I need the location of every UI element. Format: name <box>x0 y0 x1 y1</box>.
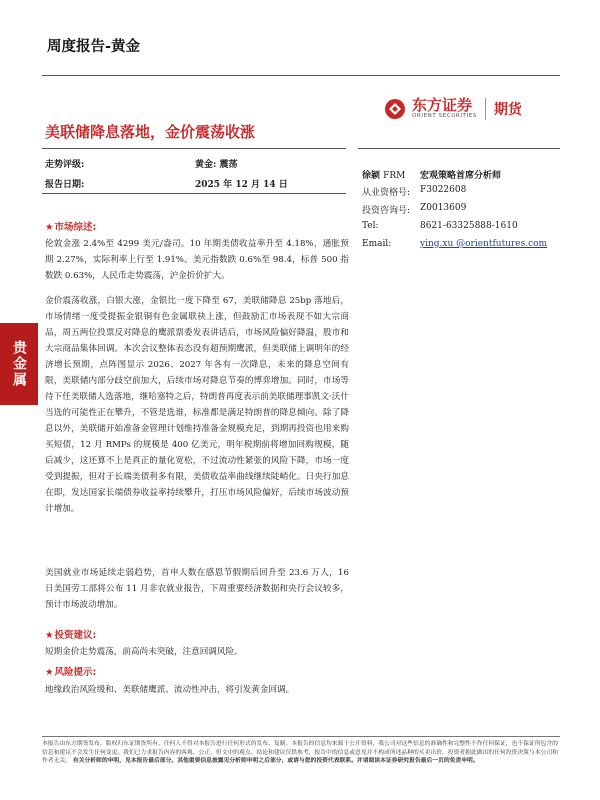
analyst-row: 投资咨询号: Z0013609 <box>362 203 467 216</box>
star-icon: ★ <box>45 630 54 641</box>
report-title: 美联储降息落地，金价震荡收涨 <box>45 123 256 141</box>
risk-text: 地缘政治风险缓和、美联储鹰派、流动性冲击，将引发黄金回调。 <box>45 685 295 695</box>
disclaimer-strong: 有关分析师的申明，见本报告最后部分。其他重要信息披露见分析师申明之后部分，或请与您的投资代表联系。并请阅读本证券研究报告最后一页的免责申明。 <box>72 758 479 764</box>
logo-mark-icon <box>384 98 406 120</box>
meta-divider <box>42 193 346 194</box>
analyst-name: 徐颖 FRM <box>362 171 406 181</box>
analyst-row: Tel: 8621-63325888-1610 <box>362 221 518 231</box>
analyst-name-row <box>362 168 501 181</box>
advice-text: 短期金价走势震荡，前高尚未突破，注意回调风险。 <box>45 647 243 657</box>
company-logo <box>384 95 560 123</box>
rating-value: 黄金: 震荡 <box>195 160 238 170</box>
logo-futures: 期货 <box>493 102 522 118</box>
footer-divider <box>42 736 560 737</box>
analyst-divider <box>358 148 560 149</box>
disclaimer-text: 本报告由东方期货发布，版权归东证期货所有，任何人不得对本报告进行任何形式的发布、复制。本报告的信息均来源于公开资料，我公司对这些信息的准确性和完整性不作任何保证，也不保证所包含的信息和建议不会发生任何变更。我们已力求报告内容的客观、公正，但文中的观点、结论和建议仅供参考，报告中的信息或意见并不构成所述品种的买卖出价，投资者据此做出的任何投资决策与本公司和作者无关。 <box>42 741 558 764</box>
analyst-row: Email: ying.xu @orientfutures.com <box>362 239 548 249</box>
date-value: 2025 年 12 月 14 日 <box>195 180 288 190</box>
rating-row <box>45 157 345 170</box>
logo-name-cn: 东方证券 <box>412 96 473 114</box>
analyst-title: 宏观策略首席分析师 <box>420 171 502 181</box>
analyst-row: 从业资格号: F3022608 <box>362 185 467 198</box>
advice-heading: ★投资建议: <box>45 630 97 641</box>
logo-name-en: ORIENT SECURITIES <box>412 113 477 119</box>
employment-text: 美国就业市场延续走弱趋势，首申人数在感恩节假期后回升至 23.6 万人，16 日美国劳工部将公布 11 月非农就业报告，下周重要经济数据和央行会议较多，预计市场波动增加。 <box>45 568 349 610</box>
market-summary-heading: ★市场综述: <box>45 222 97 233</box>
risk-heading: ★风险提示: <box>45 667 97 678</box>
date-label: 报告日期: <box>45 180 85 190</box>
market-analysis-text: 金价震荡收涨，白银大涨，金银比一度下降至 67，美联储降息 25bp 落地后，市场情绪一度受提振金银铜有色金属联袂上涨，但鼓励汇市场表现不如大宗商品，周五两位投票反对降息的鹰派票委发表讲话后，市场风险偏好降温，股市和大宗商品集体回调。本次会议整体表态没有超预期鹰派，但美联储上调明年的经济增长预期，点阵图显示 2026、2027 年各有一次降息，未来的降息空间有限，美联储内部分歧空前加大，后续市场对降息节奏的博弈增加。同时，市场等待下任美联储人选落地，继哈塞特之后，特朗普再度表示前美联储理事凯文·沃什当选的可能性正在攀升，不管是选谁，标准都是满足特朗普的降息倾向。除了降息以外，美联储开始准备金管理计划维持准备金规模充足，到期再投资也用来购买短债，12 月 RMPs 的规模是 400 亿美元，明年税期前将增加回购规模，随后减少，这还算不上是真正的量化宽松，不过流动性紧张的风险下降，市场一度受到提振，但对于长端美债利多有限，美债收益率曲线继续陡峭化。日央行加息在即，发达国家长端债券收益率持续攀升，打压市场风险偏好，后续市场波动预计增加。 <box>45 296 349 514</box>
category-label: 贵金属 <box>11 340 27 388</box>
star-icon: ★ <box>45 222 54 233</box>
star-icon: ★ <box>45 667 54 678</box>
analyst-email-link[interactable]: ying.xu @orientfutures.com <box>420 239 548 249</box>
title-divider <box>42 148 346 149</box>
date-row <box>45 177 345 190</box>
category-sidebar <box>0 323 38 405</box>
disclaimer <box>42 740 560 766</box>
rating-label: 走势评级: <box>45 160 85 170</box>
report-type: 周度报告-黄金 <box>47 39 141 55</box>
market-summary-text: 伦敦金涨 2.4%至 4299 美元/盎司。10 年期美债收益率升至 4.18%，通胀预期 2.27%，实际利率上行至 1.91%。美元指数跌 0.6%至 98.4，标普 500 指数跌 0.63%，人民币走势震荡，沪金折价扩大。 <box>45 239 349 281</box>
header-divider <box>42 75 560 76</box>
logo-separator <box>485 98 486 120</box>
